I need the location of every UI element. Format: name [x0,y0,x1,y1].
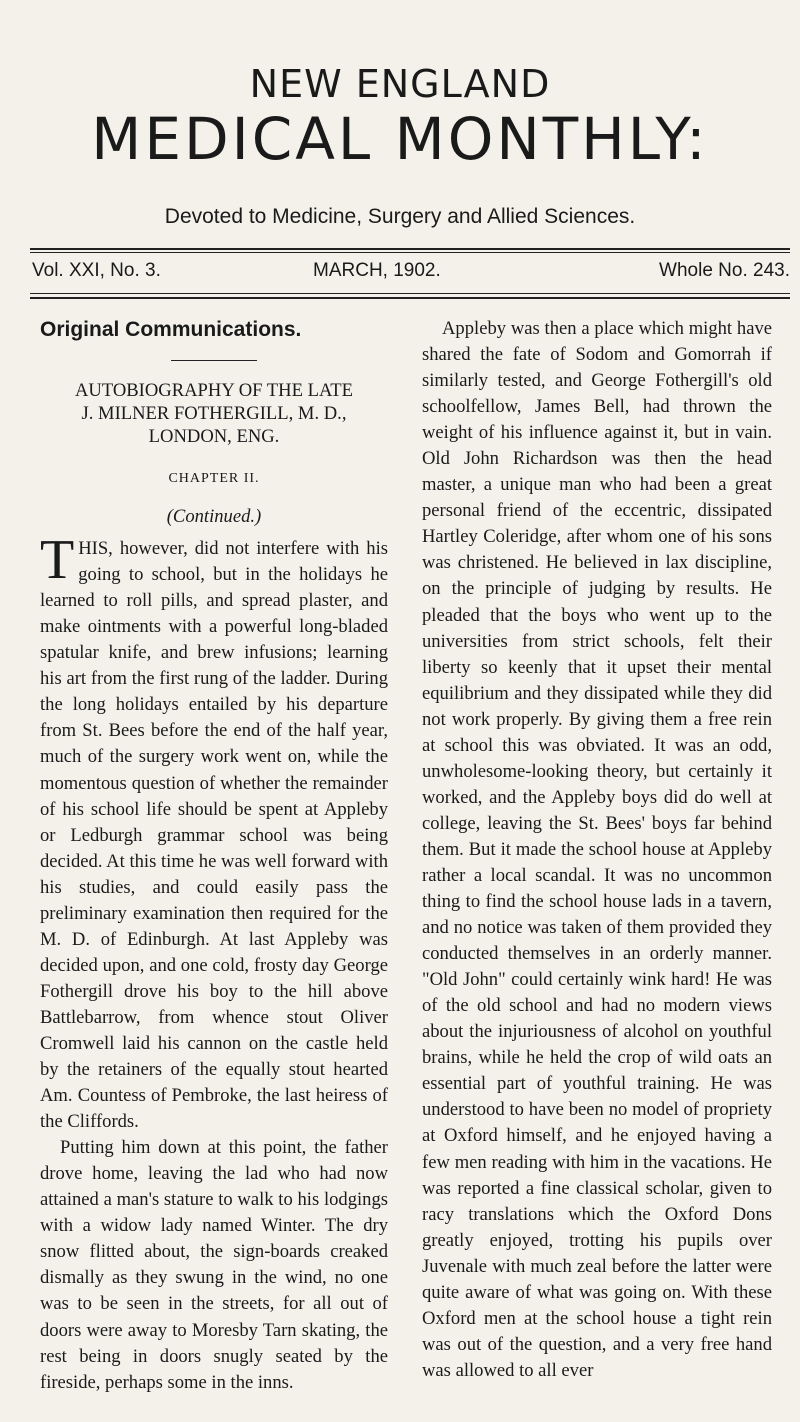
article-title-line2: J. MILNER FOTHERGILL, M. D., [81,403,347,424]
paragraph-1 [40,529,388,1135]
top-rule-thin [30,252,790,253]
left-column [40,316,388,1396]
right-column [422,316,772,1384]
paragraph-1-text: HIS, however, did not interfere with his going to school, but in the holidays he learned to roll pills, and spread plaster, and make ointments with a powerful long-bladed spatular knife, and brew infusions; learning his art from the first rung of the ladder. During the long holidays entailed by his departure from St. Bees before the end of the half year, much of the surgery work went on, while the momentous question of whether the remainder of his school life should be spent at Appleby or Ledburgh grammar school was being decided. At this time he was well forward with his studies, and could easily pass the preliminary examination then required for the M. D. of Edinburgh. At last Appleby was decided upon, and one cold, frosty day George Fothergill drove his boy to the hill above Battlebarrow, from whence stout Oliver Cromwell laid his cannon on the castle held by the retainers of the equally stout hearted Am. Countess of Pembroke, the last heiress of the Cliffords. [40,538,388,1133]
article-title-line3: LONDON, ENG. [148,426,280,447]
chapter-heading: CHAPTER II. [168,471,260,486]
paragraph-2: Putting him down at this point, the father drove home, leaving the lad who had now attained a man's stature to walk to his lodgings with a widow lady named Winter. The dry snow flitted about, the sign-boards creaked dismally as they swung in the wind, no one was to be seen in the streets, for all out of doors were away to Moresby Tarn skating, the rest being in doors snugly seated by the fireside, perhaps some in the inns. [40,1137,388,1393]
paragraph-3: Appleby was then a place which might have shared the fate of Sodom and Gomorrah if similarly tested, and George Fothergill's old schoolfellow, James Bell, had thrown the weight of his influence against it, but in vain. Old John Richardson was then the head master, a unique man who had been a great personal friend of the eccentric, dissipated Hartley Coleridge, after whom one of his sons was christened. He believed in lax discipline, on the principle of judging by results. He pleaded that the boys who went up to the universities from strict schools, felt their liberty so keenly that it upset their mental equilibrium and they dissipated while they did not work properly. By giving them a free rein at school this was obviated. It was an odd, unwholesome-looking theory, but certainly it worked, and the Appleby boys did do well at college, leaving the St. Bees' boys far behind them. But it made the school house at Appleby rather a local scandal. It was no uncommon thing to find the school house lads in a tavern, and no notice was taken of them provided they conducted themselves in an orderly manner. "Old John" could certainly wink hard! He was of the old school and had no modern views about the injuriousness of alcohol on youthful brains, while he held the crop of wild oats an essential part of youthful training. He was understood to have been no model of propriety at Oxford himself, and he enjoyed having a few men reading with him in the vacations. He was reported a fine classical scholar, given to racy translations which the Oxford Dons greatly enjoyed, trotting his pupils over Juvenale with much zeal before the latter were quite aware of what was going on. With these Oxford men at the school house a tight rein was out of the question, and a very free hand was allowed to all ever [422,318,772,1381]
section-divider [171,360,257,361]
top-rule [30,248,790,250]
issue-volume: Vol. XXI, No. 3. [32,260,161,281]
bottom-rule [30,297,790,299]
issue-whole-number: Whole No. 243. [659,260,790,281]
masthead-title: MEDICAL MONTHLY: [91,105,709,173]
issue-line [30,260,790,288]
drop-cap: T [40,529,75,592]
bottom-rule-thin [30,293,790,294]
masthead-tagline: Devoted to Medicine, Surgery and Allied Sciences. [164,205,636,228]
article-title-line1: AUTOBIOGRAPHY OF THE LATE [74,380,354,401]
continued-note: (Continued.) [166,506,262,528]
issue-date: MARCH, 1902. [313,260,441,281]
section-title: Original Communications. [40,318,302,341]
article-title [40,379,388,448]
masthead-line1: NEW ENGLAND [249,62,551,106]
